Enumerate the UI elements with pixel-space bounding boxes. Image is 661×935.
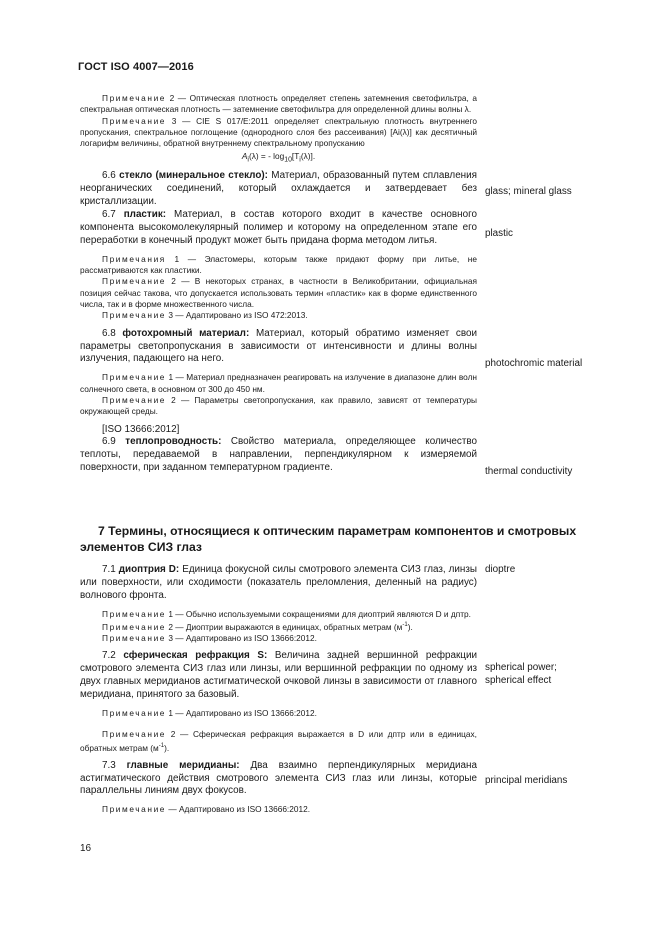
note-item: Примечание 3 — Адаптировано из ISO 472:2013. [102, 310, 308, 321]
main-column-bottom [80, 564, 477, 816]
definition-6-7: 6.7 пластик: Материал, в состав которого входит в качестве основного компонента высокомолекулярный полимер и которому на определенном этапе его переработки в конечный продукт может быть придана форма методом литья. [80, 209, 477, 246]
note-item: Примечание 1 — Обычно используемыми сокращениями для диоптрий являются D и дптр. [102, 608, 471, 619]
note-item: Примечание — Адаптировано из ISO 13666:2012. [102, 804, 310, 815]
note-item: Примечание 2 — Параметры светопропускания, как правило, зависят от температуры окружающей среды. [80, 394, 477, 417]
note-item: Примечание 2 — Диоптрии выражаются в единицах, обратных метрам $(м^{-1})$. [102, 621, 413, 632]
section-heading: 7 Термины, относящиеся к оптическим параметрам компонентов и смотровых элементов СИЗ глаз [80, 524, 577, 554]
en-term: photochromic material [485, 358, 583, 369]
main-column-top [80, 93, 477, 475]
source-ref: [ISO 13666:2012] [102, 423, 180, 435]
note-item: Примечание 3 — CIE S 017/E:2011 определяет спектральную плотность внутреннего пропускания, спектральное поглощение (однородного слоя без рассеивания) [Ai(λ)] как десятичный логарифм величины, обратной внутреннему спектральному пропусканию [80, 115, 477, 149]
formula: $A_i(\lambda)$ = - $\log_{10}[T_i(\lambda)]$. [241, 151, 316, 165]
note-item: Примечание 2 — Сферическая рефракция выражается в D или дптр или в единицах, обратных метрам $(м^{-1})$. [80, 729, 477, 753]
note-item: Примечание 2 — Оптическая плотность определяет степень затемнения светофильтра, а спектральная оптическая плотность — затемнение светофильтра для определенной длины волны λ. [80, 93, 477, 115]
page-number: 16 [80, 843, 92, 854]
definition-7-3: 7.3 главные меридианы: Два взаимно перпендикулярных меридиана астигматического действия смотрового элемента СИЗ глаз или линзы, которые параллельны линиям двух фокусов. [80, 759, 477, 797]
en-term: principal meridians [485, 775, 568, 786]
note-item: Примечания 1 — Эластомеры, которым также придают форму при литье, не рассматриваются как пластики. [80, 253, 477, 276]
en-term: dioptre [485, 564, 516, 575]
en-term: thermal conductivity [485, 466, 573, 477]
en-term: spherical power; [485, 662, 557, 673]
definition-6-8: 6.8 фотохромный материал: Материал, который обратимо изменяет свои параметры светопропускания в зависимости от интенсивности и длины волны излучения, падающего на него. [80, 327, 478, 365]
definition-7-2: 7.2 сферическая рефракция S: Величина задней вершинной рефракции смотрового элемента СИЗ глаз или линзы, или вершинной рефракции по одному из двух главных меридианов астигматической очковой линзы в зависимости от главного меридиана, принятого за базовый. [80, 650, 477, 701]
definition-7-1: 7.1 диоптрия D: Единица фокусной силы смотрового элемента СИЗ глаз, линзы или поверхности, или сходимости (показатель преломления, деленный на радиус) волнового фронта. [80, 564, 477, 601]
note-item: Примечание 1 — Адаптировано из ISO 13666:2012. [102, 708, 317, 718]
standard-header: ГОСТ ISO 4007—2016 [78, 61, 194, 73]
definition-6-9: 6.9 теплопроводность: Свойство материала, определяющее количество теплоты, передаваемой в направлении, перпендикулярном к измеряемой поверхности, при заданном температурном градиенте. [80, 436, 477, 474]
note-item: Примечание 1 — Материал предназначен реагировать на излучение в диапазоне длин волн солнечного света, в основном от 300 до 450 нм. [80, 372, 477, 394]
en-term: spherical effect [485, 675, 552, 686]
note-item: Примечание 3 — Адаптировано из ISO 13666:2012. [102, 633, 317, 644]
note-item: Примечание 2 — В некоторых странах, в частности в Великобритании, официальная позиция сейчас такова, что допускается использовать термин «пластик» как в форме единственного числа, так и в форме множественного числа. [80, 276, 477, 310]
definition-6-6: 6.6 стекло (минеральное стекло): Материал, образованный путем сплавления неорганических соединений, который охлаждается и затвердевает без кристаллизации. [80, 170, 477, 208]
en-term: glass; mineral glass [485, 186, 572, 197]
en-term: plastic [485, 228, 513, 239]
